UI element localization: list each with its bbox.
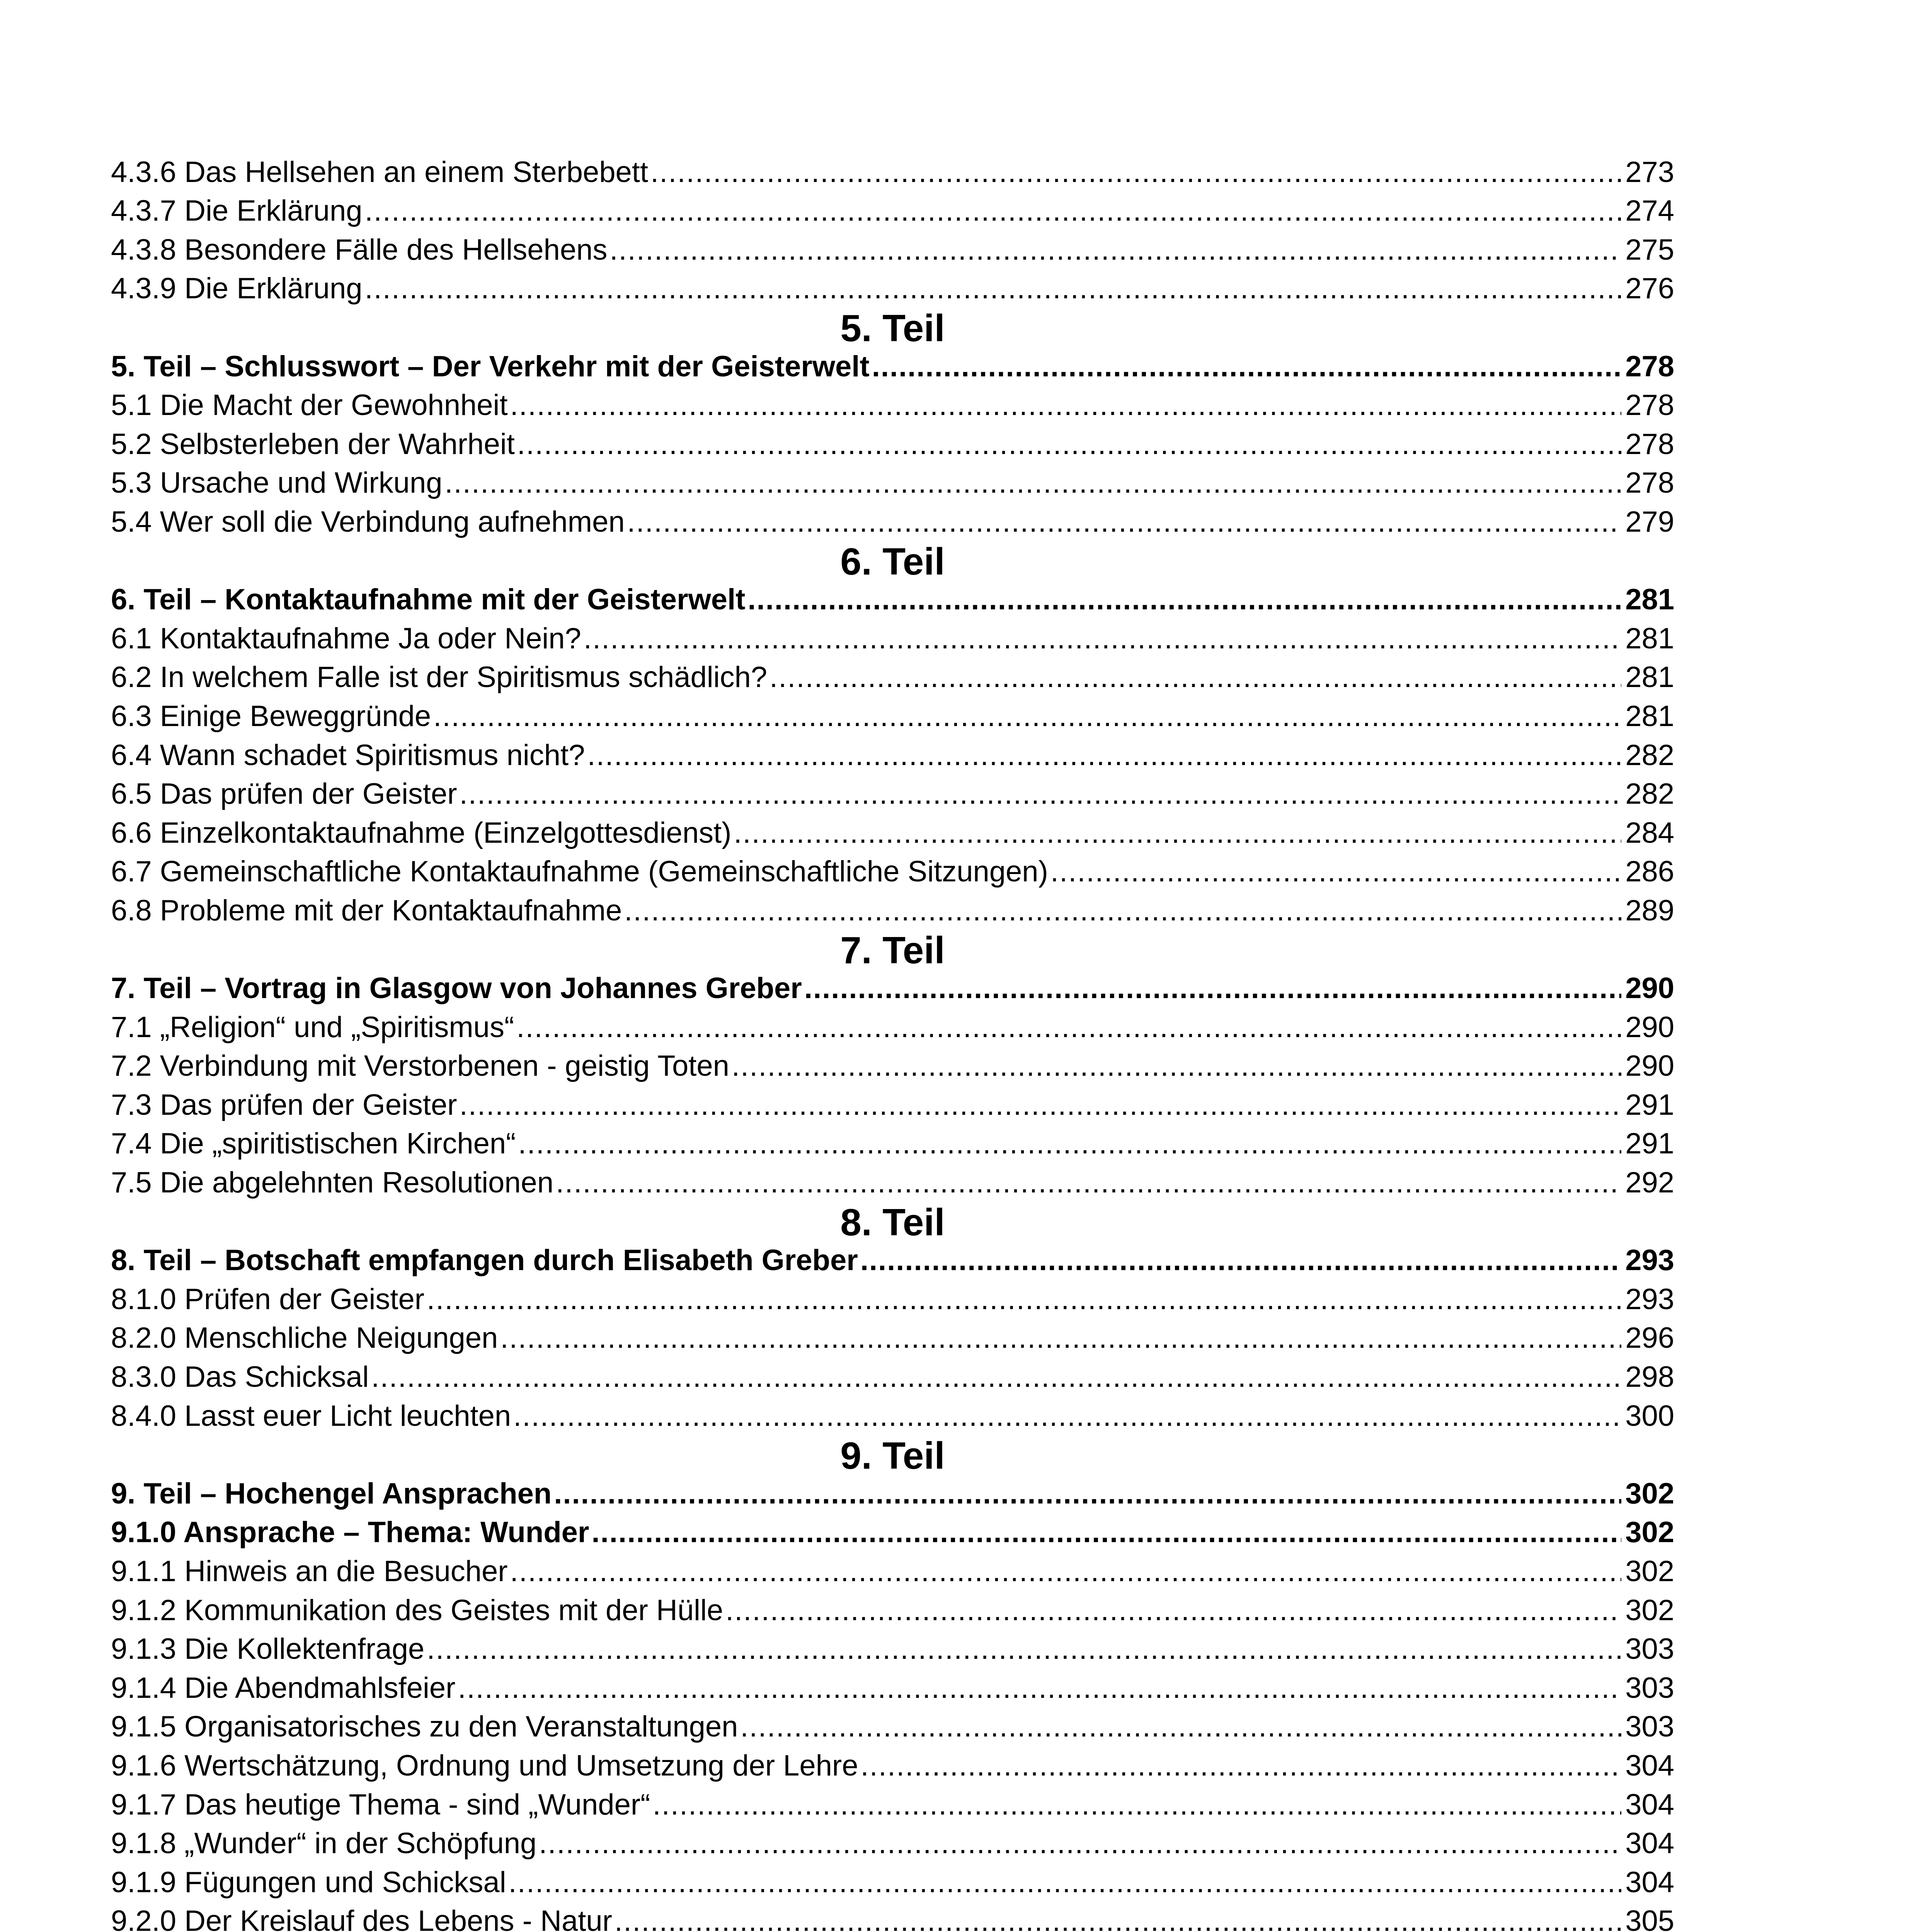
dot-leader <box>860 1241 1621 1280</box>
toc-entry-title: 7.3 Das prüfen der Geister <box>111 1088 457 1121</box>
toc-entry-title: 9.1.5 Organisatorisches zu den Veranstaltungen <box>111 1710 738 1743</box>
dot-leader <box>518 1124 1622 1163</box>
toc-entry[interactable] <box>111 697 1674 736</box>
dot-leader <box>732 1047 1621 1085</box>
toc-entry-title: 6.7 Gemeinschaftliche Kontaktaufnahme (Gemeinschaftliche Sitzungen) <box>111 855 1048 888</box>
part-heading: 6. Teil <box>840 540 945 583</box>
dot-leader <box>427 1280 1621 1319</box>
toc-entry-page: 303 <box>1625 1633 1674 1666</box>
toc-entry-page: 278 <box>1625 389 1674 422</box>
dot-leader <box>510 1552 1622 1591</box>
part-heading: 5. Teil <box>840 307 945 350</box>
toc-entry-title: 7.5 Die abgelehnten Resolutionen <box>111 1166 554 1199</box>
toc-entry-page: 281 <box>1625 622 1674 655</box>
part-heading: 7. Teil <box>840 929 945 971</box>
toc-entry-page: 298 <box>1625 1361 1674 1393</box>
toc-entry-page: 300 <box>1625 1399 1674 1432</box>
toc-entry-page: 296 <box>1625 1321 1674 1355</box>
toc-entry-title: 9.1.0 Ansprache – Thema: Wunder <box>111 1516 589 1549</box>
dot-leader <box>587 736 1621 775</box>
toc-entry-title: 9. Teil – Hochengel Ansprachen <box>111 1477 552 1510</box>
dot-leader <box>508 1863 1621 1902</box>
toc-entry[interactable] <box>111 891 1674 930</box>
toc-entry-title: 4.3.8 Besondere Fälle des Hellsehens <box>111 233 608 266</box>
dot-leader <box>861 1747 1622 1785</box>
toc-entry[interactable] <box>111 269 1674 308</box>
toc-entry-page: 290 <box>1625 972 1674 1005</box>
toc-entry-page: 304 <box>1625 1827 1674 1860</box>
dot-leader <box>1050 852 1621 891</box>
toc-entry-title: 5.2 Selbsterleben der Wahrheit <box>111 427 515 461</box>
toc-entry-page: 281 <box>1625 661 1674 694</box>
toc-entry-title: 4.3.6 Das Hellsehen an einem Sterbebett <box>111 155 648 189</box>
part-heading: 8. Teil <box>840 1201 945 1244</box>
dot-leader <box>513 1397 1621 1435</box>
toc-entry-page: 281 <box>1625 699 1674 733</box>
toc-entry-page: 291 <box>1625 1127 1674 1160</box>
toc-entry[interactable] <box>111 1708 1674 1747</box>
toc-entry-page: 302 <box>1625 1594 1674 1627</box>
toc-entry-title: 7.1 „Religion“ und „Spiritismus“ <box>111 1010 514 1044</box>
toc-entry-page: 303 <box>1625 1710 1674 1743</box>
dot-leader <box>725 1591 1621 1630</box>
toc-entry-page: 302 <box>1625 1477 1674 1510</box>
toc-entry[interactable] <box>111 1785 1674 1824</box>
dot-leader <box>740 1708 1621 1746</box>
toc-entry[interactable] <box>111 1319 1674 1358</box>
toc-entry[interactable] <box>111 1824 1674 1863</box>
part-heading: 9. Teil <box>840 1434 945 1477</box>
toc-entry[interactable] <box>111 1085 1674 1124</box>
dot-leader <box>770 658 1621 697</box>
dot-leader <box>627 503 1621 541</box>
toc-entry-title: 6.2 In welchem Falle ist der Spiritismus schädlich? <box>111 661 768 694</box>
toc-entry[interactable] <box>111 1902 1674 1932</box>
toc-entry-title: 9.1.2 Kommunikation des Geistes mit der Hülle <box>111 1594 724 1627</box>
dot-leader <box>460 775 1622 813</box>
toc-entry-title: 7.2 Verbindung mit Verstorbenen - geistig Toten <box>111 1049 729 1083</box>
toc-entry[interactable] <box>111 1047 1674 1086</box>
table-of-contents <box>111 153 1674 1932</box>
toc-entry-page: 290 <box>1625 1010 1674 1044</box>
toc-entry-page: 275 <box>1625 233 1674 266</box>
dot-leader <box>609 231 1621 269</box>
toc-entry[interactable] <box>111 1396 1674 1435</box>
dot-leader <box>517 425 1621 464</box>
toc-entry[interactable] <box>111 813 1674 852</box>
toc-entry-page: 273 <box>1625 155 1674 189</box>
toc-entry-title: 9.1.3 Die Kollektenfrage <box>111 1633 425 1666</box>
toc-entry[interactable] <box>111 464 1674 503</box>
toc-entry-page: 279 <box>1625 505 1674 538</box>
toc-section-entry[interactable] <box>111 347 1674 386</box>
toc-entry[interactable] <box>111 153 1674 192</box>
dot-leader <box>365 269 1622 308</box>
dot-leader <box>510 386 1622 425</box>
dot-leader <box>652 1786 1621 1824</box>
toc-entry-title: 6. Teil – Kontaktaufnahme mit der Geisterwelt <box>111 583 746 616</box>
toc-entry-title: 5.4 Wer soll die Verbindung aufnehmen <box>111 505 625 538</box>
toc-entry-page: 290 <box>1625 1049 1674 1083</box>
toc-entry-title: 8.3.0 Das Schicksal <box>111 1361 369 1393</box>
toc-entry-title: 4.3.9 Die Erklärung <box>111 272 363 305</box>
toc-entry[interactable] <box>111 1630 1674 1669</box>
toc-entry-title: 6.3 Einige Beweggründe <box>111 699 431 733</box>
toc-entry-page: 281 <box>1625 583 1674 616</box>
toc-entry[interactable] <box>111 775 1674 814</box>
toc-section-entry[interactable] <box>111 1241 1674 1280</box>
dot-leader <box>872 347 1621 386</box>
toc-entry[interactable] <box>111 658 1674 697</box>
toc-entry[interactable] <box>111 1163 1674 1202</box>
toc-entry-page: 286 <box>1625 855 1674 888</box>
dot-leader <box>433 697 1621 736</box>
toc-entry-page: 278 <box>1625 427 1674 461</box>
toc-entry[interactable] <box>111 736 1674 775</box>
toc-entry-page: 304 <box>1625 1788 1674 1821</box>
dot-leader <box>458 1669 1621 1708</box>
dot-leader <box>371 1358 1621 1396</box>
toc-entry-page: 304 <box>1625 1866 1674 1899</box>
toc-entry[interactable] <box>111 425 1674 464</box>
toc-entry[interactable] <box>111 619 1674 658</box>
dot-leader <box>365 192 1622 230</box>
toc-entry[interactable] <box>111 1357 1674 1396</box>
toc-entry-title: 9.2.0 Der Kreislauf des Lebens - Natur <box>111 1905 612 1932</box>
toc-entry-title: 8.4.0 Lasst euer Licht leuchten <box>111 1399 511 1432</box>
dot-leader <box>624 891 1621 930</box>
toc-entry-title: 9.1.6 Wertschätzung, Ordnung und Umsetzung der Lehre <box>111 1749 858 1782</box>
toc-section-entry[interactable] <box>111 580 1674 619</box>
dot-leader <box>460 1086 1622 1124</box>
toc-entry[interactable] <box>111 502 1674 541</box>
toc-entry-page: 305 <box>1625 1905 1674 1932</box>
toc-entry[interactable] <box>111 1124 1674 1163</box>
toc-entry-title: 8. Teil – Botschaft empfangen durch Elisabeth Greber <box>111 1244 858 1277</box>
toc-entry-page: 289 <box>1625 894 1674 927</box>
toc-entry[interactable] <box>111 1668 1674 1708</box>
toc-entry[interactable] <box>111 386 1674 425</box>
toc-entry-title: 6.6 Einzelkontaktaufnahme (Einzelgottesdienst) <box>111 816 732 849</box>
dot-leader <box>556 1163 1621 1202</box>
toc-entry-title: 7.4 Die „spiritistischen Kirchen“ <box>111 1127 516 1160</box>
toc-entry-page: 282 <box>1625 777 1674 811</box>
toc-entry-title: 5.1 Die Macht der Gewohnheit <box>111 389 508 422</box>
toc-entry-title: 6.4 Wann schadet Spiritismus nicht? <box>111 738 585 772</box>
toc-entry-title: 6.1 Kontaktaufnahme Ja oder Nein? <box>111 622 581 655</box>
toc-entry-title: 8.1.0 Prüfen der Geister <box>111 1282 425 1316</box>
toc-section-entry[interactable] <box>111 1513 1674 1552</box>
dot-leader <box>747 580 1621 619</box>
toc-entry-title: 7. Teil – Vortrag in Glasgow von Johannes Greber <box>111 972 802 1005</box>
toc-entry-title: 5.3 Ursache und Wirkung <box>111 466 443 500</box>
toc-entry-page: 293 <box>1625 1282 1674 1316</box>
toc-entry-page: 302 <box>1625 1516 1674 1549</box>
dot-leader <box>650 153 1621 192</box>
toc-entry-page: 274 <box>1625 194 1674 228</box>
toc-entry-page: 278 <box>1625 466 1674 500</box>
toc-entry-page: 293 <box>1625 1244 1674 1277</box>
dot-leader <box>516 1008 1621 1047</box>
toc-entry[interactable] <box>111 1280 1674 1319</box>
toc-entry[interactable] <box>111 1863 1674 1902</box>
toc-entry[interactable] <box>111 1746 1674 1785</box>
toc-entry[interactable] <box>111 852 1674 891</box>
toc-section-entry[interactable] <box>111 1474 1674 1513</box>
toc-entry-page: 282 <box>1625 738 1674 772</box>
toc-entry-title: 9.1.9 Fügungen und Schicksal <box>111 1866 506 1899</box>
toc-entry-page: 291 <box>1625 1088 1674 1121</box>
dot-leader <box>804 969 1621 1008</box>
dot-leader <box>592 1513 1622 1552</box>
toc-entry-page: 302 <box>1625 1554 1674 1588</box>
toc-entry-page: 303 <box>1625 1671 1674 1704</box>
toc-entry-page: 278 <box>1625 350 1674 383</box>
toc-entry[interactable] <box>111 1591 1674 1630</box>
toc-entry-title: 9.1.4 Die Abendmahlsfeier <box>111 1671 456 1704</box>
toc-entry-title: 9.1.8 „Wunder“ in der Schöpfung <box>111 1827 537 1860</box>
toc-entry[interactable] <box>111 192 1674 231</box>
dot-leader <box>500 1319 1621 1357</box>
toc-entry-title: 6.8 Probleme mit der Kontaktaufnahme <box>111 894 622 927</box>
toc-entry-title: 9.1.7 Das heutige Thema - sind „Wunder“ <box>111 1788 650 1821</box>
toc-entry-title: 6.5 Das prüfen der Geister <box>111 777 457 811</box>
toc-entry-title: 5. Teil – Schlusswort – Der Verkehr mit der Geisterwelt <box>111 350 870 383</box>
toc-entry-page: 284 <box>1625 816 1674 849</box>
dot-leader <box>445 464 1622 502</box>
toc-entry-title: 4.3.7 Die Erklärung <box>111 194 363 228</box>
toc-entry[interactable] <box>111 230 1674 269</box>
toc-section-entry[interactable] <box>111 969 1674 1008</box>
toc-entry-title: 9.1.1 Hinweis an die Besucher <box>111 1554 508 1588</box>
toc-entry[interactable] <box>111 1008 1674 1047</box>
dot-leader <box>554 1475 1621 1513</box>
toc-entry-page: 276 <box>1625 272 1674 305</box>
toc-entry-page: 292 <box>1625 1166 1674 1199</box>
toc-entry-title: 8.2.0 Menschliche Neigungen <box>111 1321 498 1355</box>
toc-entry-page: 304 <box>1625 1749 1674 1782</box>
dot-leader <box>584 619 1621 658</box>
dot-leader <box>615 1902 1621 1932</box>
dot-leader <box>427 1630 1621 1668</box>
dot-leader <box>539 1824 1621 1863</box>
dot-leader <box>734 814 1621 852</box>
toc-entry[interactable] <box>111 1552 1674 1591</box>
